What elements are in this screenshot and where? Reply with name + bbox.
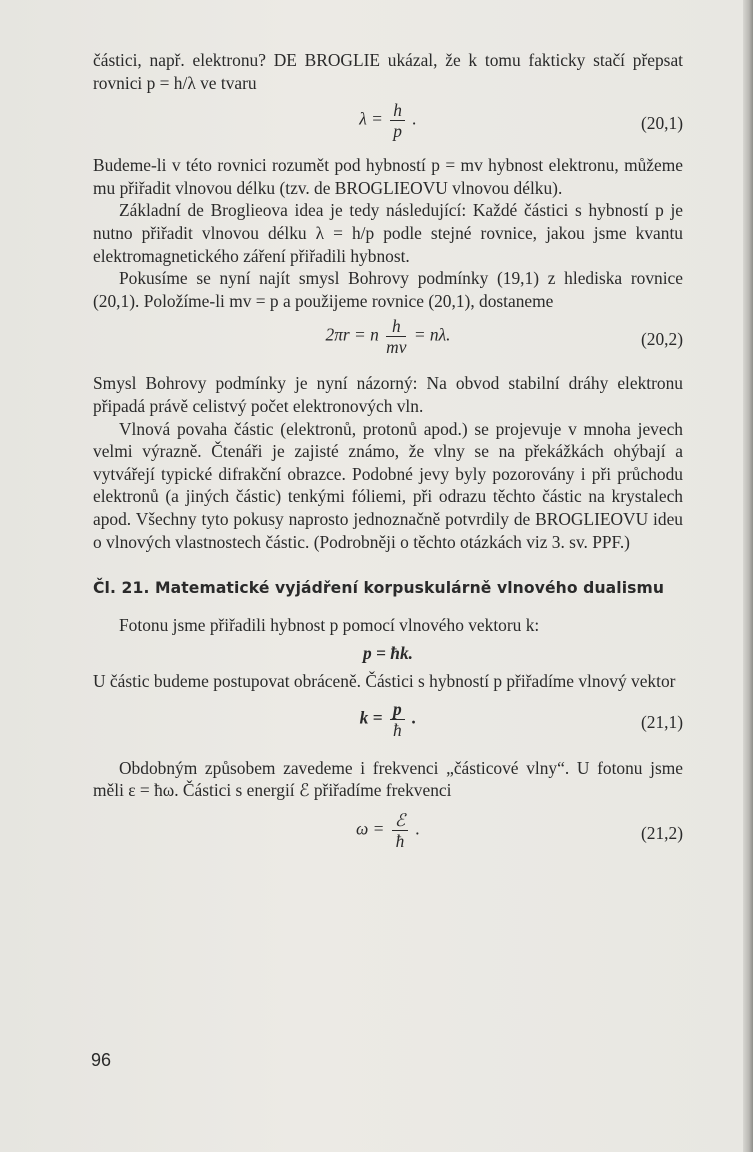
paragraph-6: Vlnová povaha částic (elektronů, protonů apod.) se projevuje v mnoha jevech velmi výrazně. Čtenáři je zajisté známo, že vlny se na překážkách ohýbají a vytvářejí typické difrakční obrazce. Podobné jevy byly pozorovány i při průchodu elektronů (a jiných částic) tenkými fóliemi, při odrazu těchto částic na krystalech apod. Všechny tyto pokusy naprosto jednoznačně potvrdily de BROGLIEOVU ideu o vlnových vlastnostech částic. (Podrobněji o těchto otázkách viz 3. sv. PPF.) [93, 418, 683, 552]
equation-number: (21,1) [640, 711, 683, 732]
paragraph-2: Budeme-li v této rovnici rozumět pod hybností p = mv hybnost elektronu, můžeme mu přiřadit vlnovou délku (tzv. de BROGLIEOVU vlnovou délku). [93, 155, 683, 198]
fraction-numerator: p [390, 699, 405, 720]
paragraph-7: Fotonu jsme přiřadili hybnost p pomocí vlnového vektoru k: [119, 614, 540, 635]
equation-number: (21,2) [640, 823, 683, 844]
paragraph-9: Obdobným způsobem zavedeme i frekvenci „částicové vlny“. U fotonu jsme měli ε = ħω. Částici s energií ℰ přiřadíme frekvenci [93, 757, 683, 801]
equation-p-hbar-k: p = ħk. [362, 643, 413, 664]
paragraph-8: U částic budeme postupovat obráceně. Částici s hybností p přiřadíme vlnový vektor [93, 671, 676, 692]
page-body [93, 49, 683, 856]
page-number: 96 [91, 1050, 112, 1070]
equation-fraction [390, 699, 405, 740]
paragraph-3: Základní de Broglieova idea je tedy následující: Každé částici s hybností p je nutno přiřadit vlnovou délku λ = h/p podle stejné rovnice, jakou jsme kvantu elektromagnetického záření přiřadili hybnost. [93, 200, 683, 266]
paragraph-5: Smysl Bohrovy podmínky je nyní názorný: Na obvod stabilní dráhy elektronu připadá právě celistvý počet elektronových vln. [93, 373, 683, 416]
fraction-denominator: ħ [395, 831, 405, 852]
fraction-denominator: mv [386, 337, 407, 358]
paragraph-4: Pokusíme se nyní najít smysl Bohrovy podmínky (19,1) z hlediska rovnice (20,1). Položíme-li mv = p a použijeme rovnice (20,1), dostaneme [93, 268, 683, 311]
equation-21-2 [93, 810, 683, 856]
equation-number: (20,1) [640, 113, 683, 134]
equation-20-1 [93, 100, 683, 146]
equation-lhs: ω = [356, 818, 385, 839]
equation-lhs: λ = [359, 108, 383, 129]
fraction-numerator: ℰ [392, 810, 409, 831]
equation-20-2 [93, 316, 683, 362]
section-heading: Čl. 21. Matematické vyjádření korpuskulárně vlnového dualismu [93, 579, 665, 598]
fraction-denominator: p [393, 121, 402, 142]
equation-fraction [390, 100, 405, 141]
equation-tail: = nλ. [413, 324, 451, 345]
equation-lhs: k = [359, 707, 383, 728]
equation-tail: . [412, 707, 417, 728]
equation-number: (20,2) [640, 329, 683, 350]
equation-tail: . [412, 108, 417, 129]
fraction-numerator: h [390, 100, 405, 121]
equation-fraction [392, 810, 409, 851]
page-edge [743, 0, 753, 1152]
equation-fraction [386, 316, 406, 357]
equation-tail: . [415, 818, 420, 839]
fraction-denominator: ħ [392, 719, 402, 740]
paragraph-1: částici, např. elektronu? DE BROGLIE ukázal, že k tomu fakticky stačí přepsat rovnici p = h/λ ve tvaru [93, 50, 683, 93]
equation-lhs: 2πr = n [325, 324, 379, 345]
equation-21-1 [93, 699, 683, 745]
fraction-numerator: h [386, 316, 406, 337]
